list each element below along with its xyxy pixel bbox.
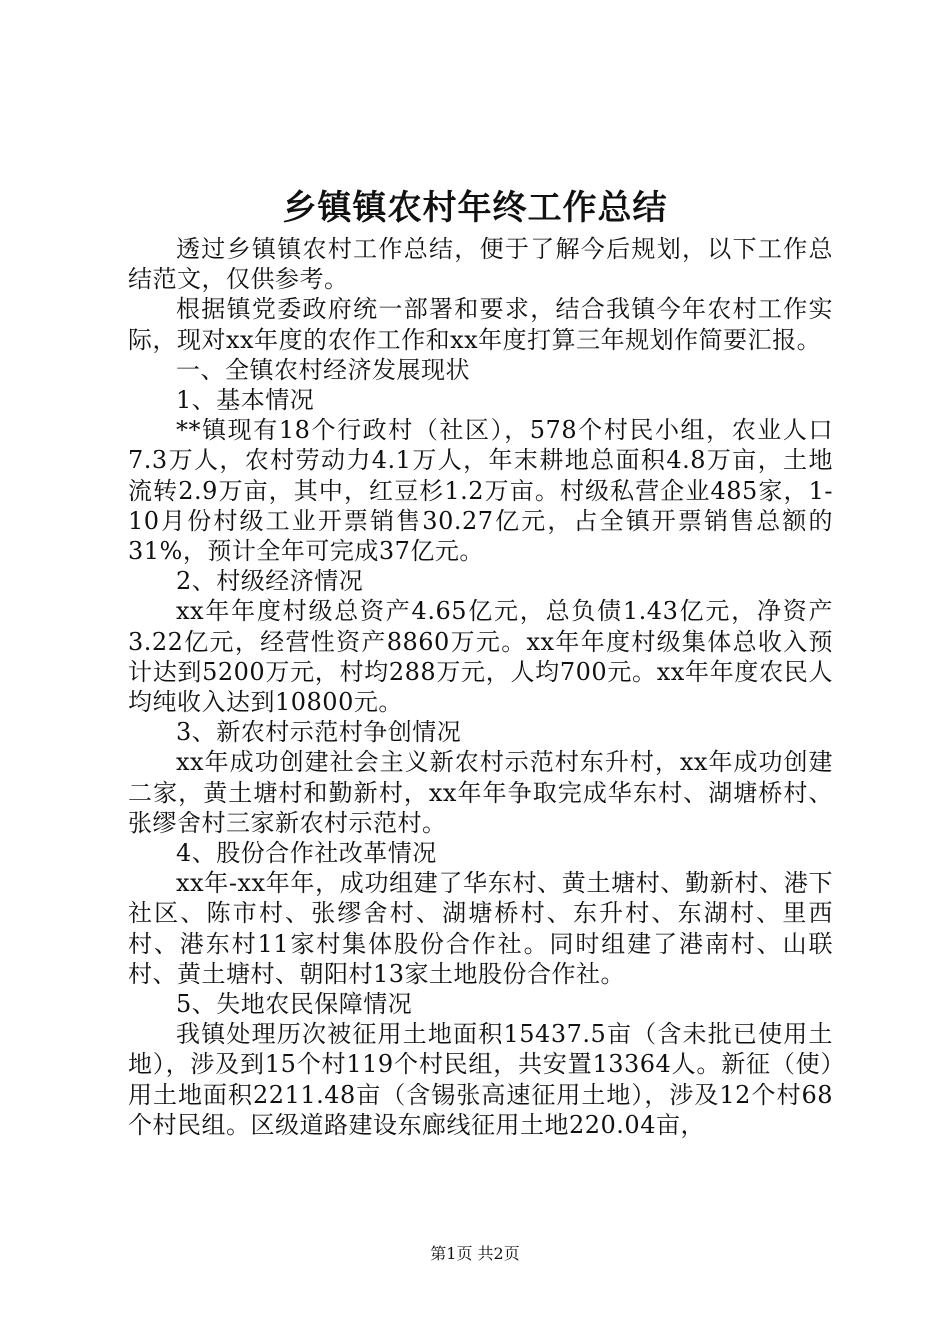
subsection-heading-2: 2、村级经济情况 [176,567,364,596]
page-footer: 第1页 共2页 [430,1244,520,1263]
paragraph-cooperative-reform: xx年-xx年年，成功组建了华东村、黄土塘村、勤新村、港下社区、陈市村、张缪舍村、湖塘桥村、东升村、东湖村、里西村、港东村11家村集体股份合作社。同时组建了港南村、山联村、黄土塘村、朝阳村13家土地股份合作社。 [128,869,833,988]
paragraph-intro: 透过乡镇镇农村工作总结，便于了解今后规划，以下工作总结范文，仅供参考。 [128,235,833,294]
document-title: 乡镇镇农村年终工作总结 [282,188,668,228]
section-heading-1: 一、全镇农村经济发展现状 [176,355,470,384]
subsection-heading-3: 3、新农村示范村争创情况 [176,718,462,747]
paragraph-land-protection: 我镇处理历次被征用土地面积15437.5亩（含未批已使用土地），涉及到15个村119个村民组，共安置13364人。新征（使）用土地面积2211.48亩（含锡张高速征用土地），涉及12个村68个村民组。区级道路建设东廊线征用土地220.04亩， [128,1020,833,1139]
document-body [128,234,833,1140]
paragraph-overview: 根据镇党委政府统一部署和要求，结合我镇今年农村工作实际，现对xx年度的农作工作和xx年度打算三年规划作简要汇报。 [128,295,833,354]
paragraph-village-economy: xx年年度村级总资产4.65亿元，总负债1.43亿元，净资产3.22亿元，经营性资产8860万元。xx年年度村级集体总收入预计达到5200万元，村均288万元，人均700元。xx年年度农民人均纯收入达到10800元。 [128,597,833,717]
subsection-heading-5: 5、失地农民保障情况 [176,990,413,1019]
paragraph-demo-village: xx年成功创建社会主义新农村示范村东升村，xx年成功创建二家，黄土塘村和勤新村，xx年年争取完成华东村、湖塘桥村、张缪舍村三家新农村示范村。 [128,748,833,837]
subsection-heading-4: 4、股份合作社改革情况 [176,839,437,868]
paragraph-basic-info: **镇现有18个行政村（社区），578个村民小组，农业人口7.3万人，农村劳动力4.1万人，年末耕地总面积4.8万亩，土地流转2.9万亩，其中，红豆杉1.2万亩。村级私营企业485家，1-10月份村级工业开票销售30.27亿元，占全镇开票销售总额的31%，预计全年可完成37亿元。 [128,416,833,566]
subsection-heading-1: 1、基本情况 [176,386,315,415]
